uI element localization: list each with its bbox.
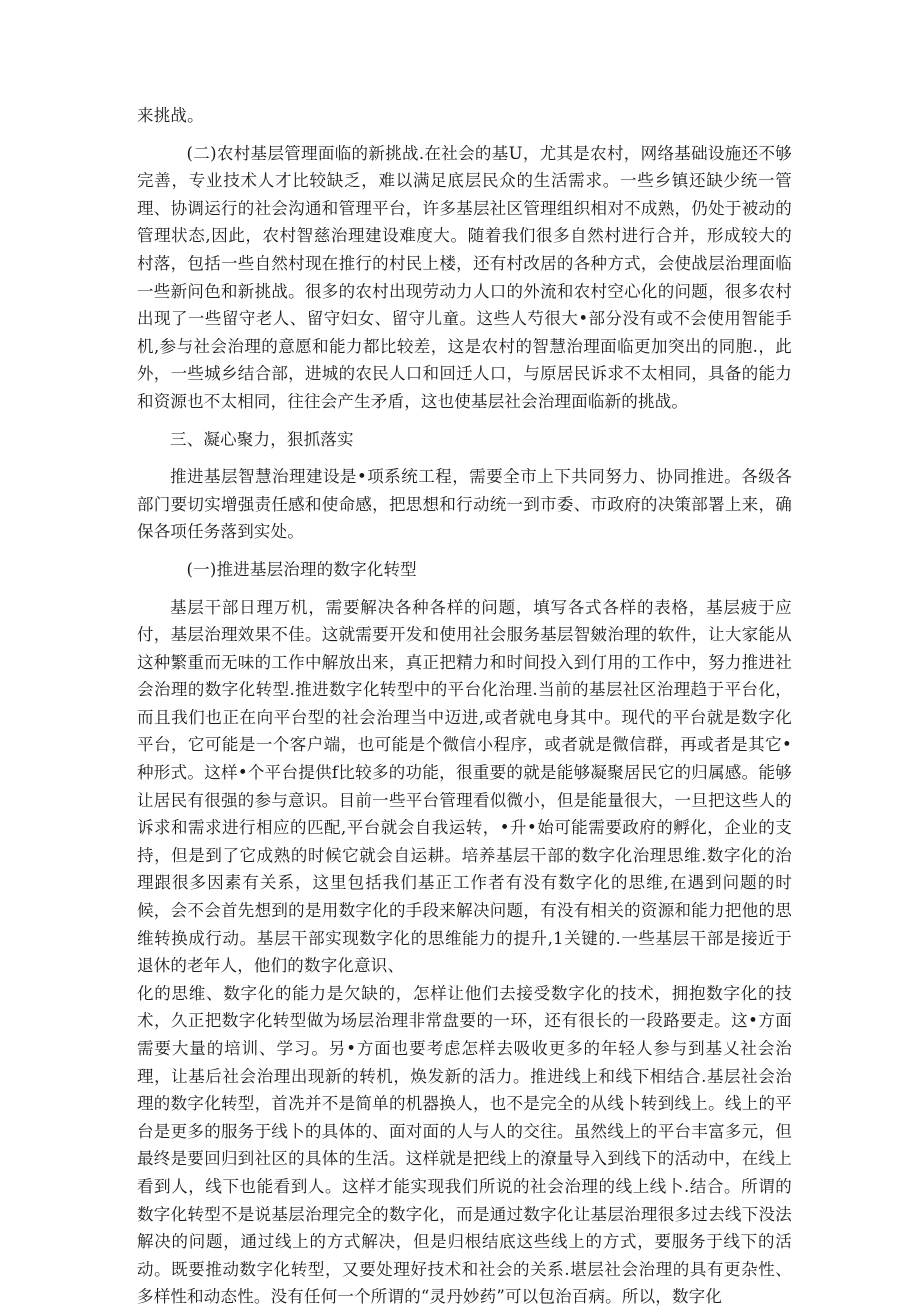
paragraph-digital-transformation: 基层干部日理万机，需要解决各种各样的问题，填写各式各样的表格，基层疲于应付，基层治理效果不佳。这就需要开发和使用社会服务基层智皴治理的软件，让大家能从这种繁重而无味的工作中解放出来，真正把精力和时间投入到仃用的工作中，努力推进社会治理的数字化转型.推进数字化转型中的平台化治理.当前的基层社区治理趋于平台化，而且我们也正在向平台型的社会治理当中迈进,或者就电身其中。现代的平台就是数字化平台，它可能是一个客户端，也可能是个微信小程序，或者就是微信群，再或者是其它•种形式。这样•个平台提供f比较多的功能，很重要的就是能够凝聚居民它的归属感。能够让居民有很强的参与意识。目前一些平台管理看似微小，但是能量很大，一旦把这些人的诉求和需求进行相应的匹配,平台就会自我运转，•升•始可能需要政府的孵化，企业的支持，但是到了它成熟的时候它就会自运耕。培养基层干部的数字化治理思维.数字化的治理跟很多因素有关系，这里包括我们基正工作者有没有数字化的思维,在遇到问题的时候，会不会首先想到的是用数字化的手段来解决问题，有没有相关的资源和能力把他的思维转换成行动。基层干部实现数字化的思维能力的提升,1关键的.一些基层干部是接近于退休的老年人，他们的数字化意识、 — [137, 597, 792, 976]
paragraph-continuation: 来挑战。 — [137, 106, 204, 125]
paragraph-intro: 推进基层智慧治理建设是•项系统工程，需要全市上下共同努力、协同推进。各级各部门要切实增强责任感和使命感，把思想和行动统一到市委、市政府的决策部署上来，确保各项任务落到实处。 — [137, 467, 792, 542]
paragraph-digital-continued: 化的思维、数字化的能力是欠缺的，怎样让他们去接受数字化的技术，拥抱数字化的技术，久正把数字化转型做为场层治理非常盘要的一环，还有很长的一段路要走。这•方面需要大量的培训、学习。另•方面也要考虑怎样去吸收更多的年轻人参与到基乂社会治理，让基后社会治理出现新的转机，焕发新的活力。推进线上和线下相结合.基层社会治理的数字化转型，首冼并不是简单的机器换人，也不是完全的从线卜转到线上。线上的平台是更多的服务于线卜的具体的、面对面的人与人的交往。虽然线上的平台丰富多元，但最终是要回归到社区的具体的生活。这样就是把线上的潦量导入到线下的活动中，在线上看到人，线下也能看到人。这样才能实现我们所说的社会治理的线上线卜.结合。所谓的数字化转型不是说基层治理完全的数字化，而是通过数字化让基层治理很多过去线下没法解决的问题，通过线上的方式解决，但是归根结底这些线上的方式，要服务于线下的活动。既要推动数字化转型，又要处理好技术和社会的关系.堪层社会治理的具有更杂性、多样性和动态性。没有任何一个所谓的“灵丹妙药”可以包治百病。所以，数字化 — [137, 983, 792, 1307]
section-heading-three: 三、凝心聚力，狠抓落实 — [170, 429, 354, 449]
document-body — [137, 102, 792, 1311]
paragraph-rural-challenges: (二)农村基层管理面临的新挑战.在社会的基U，尤其是农村，网络基础设施还不够完善，专业技术人才比较缺乏，难以满足底层民众的生活需求。一些乡镇还缺少统一管理、协调运行的社会沟通和管理平台，许多基层社区管理组织相对不成熟，仍处于被动的管理状态,因此，农村智慈治理建设难度大。随着我们很多自然村进行合并，形成较大的村落，包括一些自然村现在推行的村民上楼，还有村改居的各种方式，会使战层治理面临一些新问色和新挑战。很多的农村出现劳动力人口的外流和农村空心化的问题，很多农村出现了一些留守老人、留守妇女、留守儿童。这些人芍很大•部分没有或不会使用智能手机,参与社会治理的意愿和能力都比较差，这是农村的智慧治理面临更加突出的同胞.，此外，一些城乡结合部，进城的农民人口和回迁人口，与原居民诉求不太相同，具备的能力和资源也不太相同，往往会产生矛盾，这也使基层社会治理面临新的挑战。 — [137, 143, 792, 411]
subsection-heading-one: (一)推进基层治理的数字化转型 — [186, 559, 417, 579]
